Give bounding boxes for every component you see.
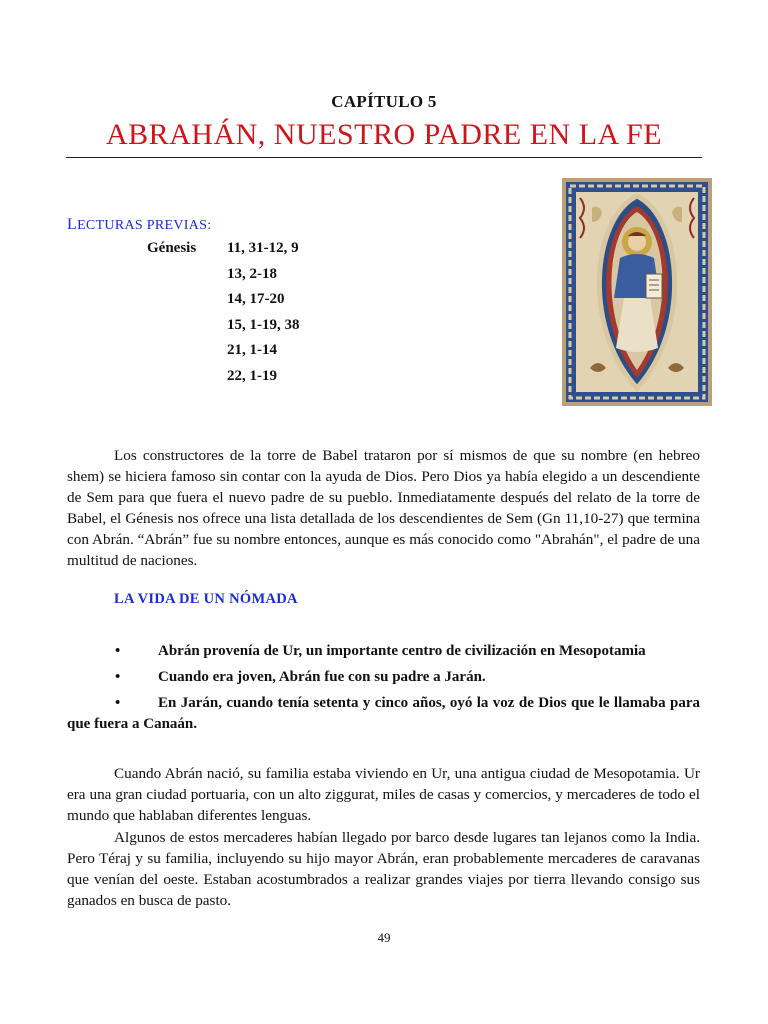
intro-paragraph: Los constructores de la torre de Babel trataron por sí mismos de que su nombre (en hebreo shem) se hiciera famoso sin contar con la ayuda de Dios. Pero Dios ya había elegido a un descendiente de Sem para que fuera el nuevo padre de su pueblo. Inmediatamente después del relato de la torre de Babel, el Génesis nos ofrece una lista detallada de los descendientes de Sem (Gn 11,10-27) que termina con Abrán. “Abrán” fue su nombre entonces, aunque es más conocido como "Abrahán", el padre de una multitud de naciones. bbox=[67, 447, 700, 569]
reading-reference: 22, 1-19 bbox=[227, 367, 277, 384]
reading-reference: 14, 17-20 bbox=[227, 291, 285, 307]
bullet-text: Cuando era joven, Abrán fue con su padre a Jarán. bbox=[158, 669, 486, 685]
readings-reference-list bbox=[227, 240, 300, 393]
list-item bbox=[67, 641, 700, 662]
readings-heading bbox=[67, 216, 211, 234]
bullet-text: En Jarán, cuando tenía setenta y cinco años, oyó la voz de Dios que le llamaba para que fuera a Canaán. bbox=[67, 695, 700, 732]
christ-in-majesty-illustration bbox=[562, 178, 712, 406]
readings-book: Génesis bbox=[147, 240, 197, 256]
reading-reference: 11, 31-12, 9 bbox=[227, 240, 299, 256]
bullet-list bbox=[67, 641, 700, 740]
bullet-symbol: • bbox=[115, 643, 121, 659]
chapter-title: ABRAHÁN, NUESTRO PADRE EN LA FE bbox=[105, 118, 663, 151]
list-item bbox=[67, 693, 700, 735]
readings-heading-initial: L bbox=[67, 216, 78, 233]
bullet-text: Abrán provenía de Ur, un importante centro de civilización en Mesopotamia bbox=[158, 643, 646, 659]
body-paragraph: Algunos de estos mercaderes habían llegado por barco desde lugares tan lejanos como la India. Pero Téraj y su familia, incluyendo su hijo mayor Abrán, eran probablemente mercaderes de caravanas que venían del oeste. Estaban acostumbrados a realizar grandes viajes por tierra llevando consigo sus ganados en busca de pasto. bbox=[67, 829, 700, 909]
reading-reference: 21, 1-14 bbox=[227, 342, 277, 358]
bullet-symbol: • bbox=[115, 669, 121, 685]
page-number: 49 bbox=[377, 930, 391, 945]
bullet-symbol: • bbox=[115, 695, 121, 711]
readings-heading-rest: ECTURAS PREVIAS: bbox=[77, 218, 212, 233]
title-divider bbox=[66, 157, 702, 158]
chapter-label: CAPÍTULO 5 bbox=[331, 92, 437, 111]
body-paragraph: Cuando Abrán nació, su familia estaba viviendo en Ur, una antigua ciudad de Mesopotamia. Ur era una gran ciudad portuaria, con un alto ziggurat, miles de casas y comercios, y mercaderes de todo el mundo que hablaban diferentes lenguas. bbox=[67, 765, 700, 824]
reading-reference: 13, 2-18 bbox=[227, 265, 277, 282]
reading-reference: 15, 1-19, 38 bbox=[227, 316, 300, 333]
section-heading: LA VIDA DE UN NÓMADA bbox=[114, 591, 298, 607]
list-item bbox=[67, 667, 700, 688]
